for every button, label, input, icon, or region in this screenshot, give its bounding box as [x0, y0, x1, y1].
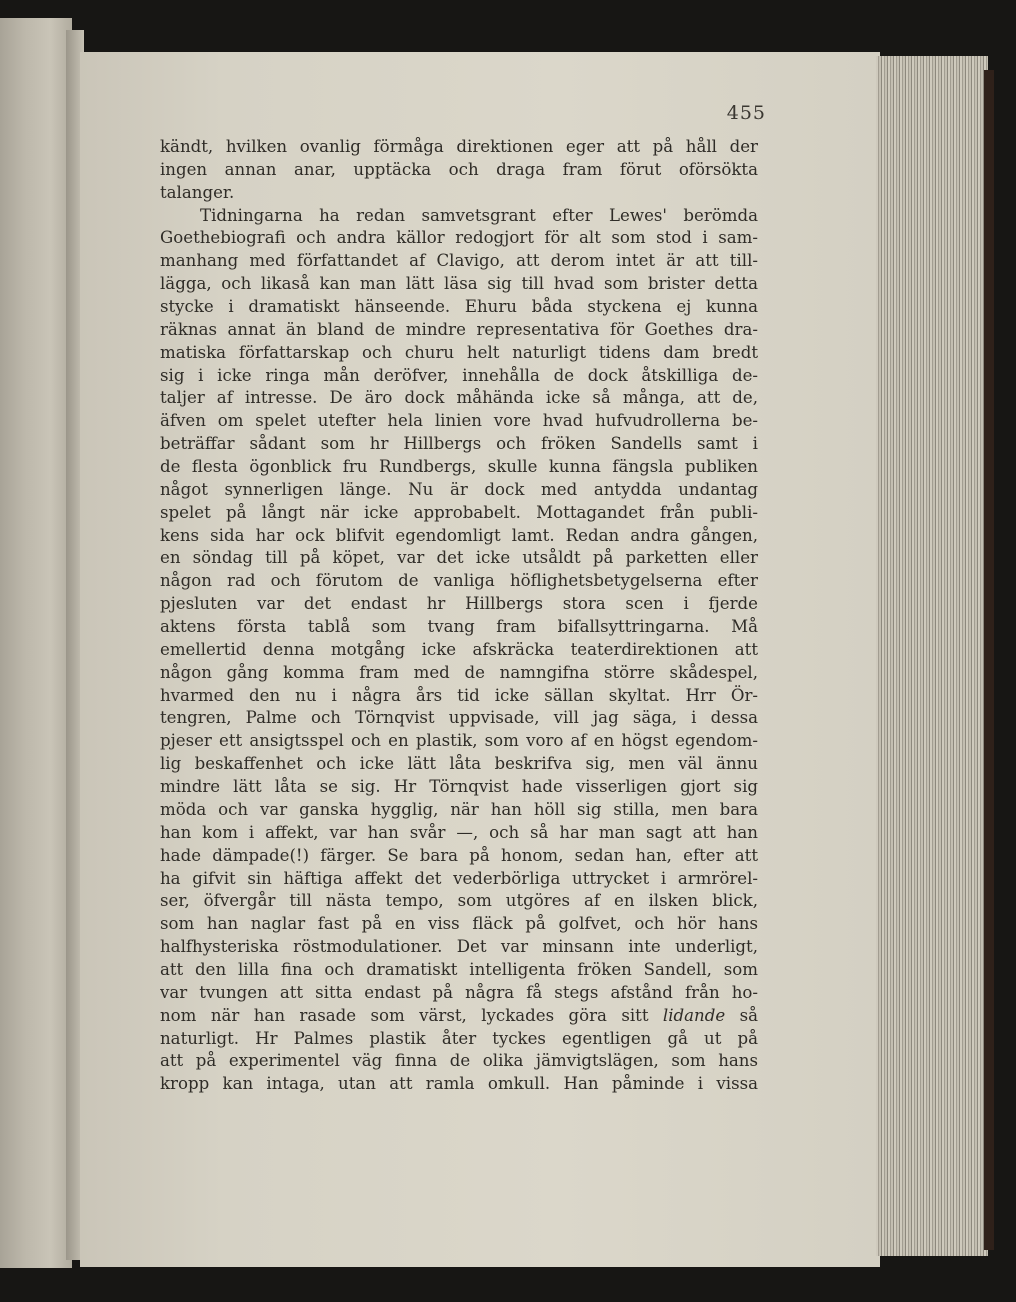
text-line: var tvungen att sitta endast på några få stegs afstånd från ho-	[160, 982, 758, 1002]
page-number: 455	[726, 102, 766, 124]
text-line: ser, öfvergår till nästa tempo, som utgöres af en ilsken blick,	[160, 891, 758, 911]
text-line: möda och var ganska hygglig, när han höll sig stilla, men bara	[160, 799, 758, 819]
text-line: någon rad och förutom de vanliga höflighetsbetygelserna efter	[160, 571, 758, 591]
text-line: aktens första tablå som tvang fram bifallsyttringarna. Må	[160, 617, 758, 637]
text-line: naturligt. Hr Palmes plastik åter tyckes egentligen gå ut på	[160, 1028, 758, 1048]
text-line: äfven om spelet utefter hela linien vore hvad hufvudrollerna be-	[160, 411, 758, 431]
text-segment: så	[725, 1005, 758, 1025]
text-line: att på experimentel väg finna de olika jämvigtslägen, som hans	[160, 1051, 758, 1071]
text-line: kropp kan intaga, utan att ramla omkull. Han påminde i vissa	[160, 1074, 758, 1094]
body-text	[160, 136, 758, 1096]
text-line: ingen annan anar, upptäcka och draga fram förut oförsökta	[160, 159, 758, 179]
text-line: kändt, hvilken ovanlig förmåga direktionen eger att på håll der	[160, 137, 758, 156]
text-line: Goethebiografi och andra källor redogjort för alt som stod i sam-	[160, 228, 758, 248]
text-line: någon gång komma fram med de namngifna större skådespel,	[160, 662, 758, 682]
text-line: pjesluten var det endast hr Hillbergs stora scen i fjerde	[160, 594, 758, 614]
text-line: lägga, och likaså kan man lätt läsa sig till hvad som brister detta	[160, 274, 758, 294]
text-line: hvarmed den nu i några års tid icke sällan skyltat. Hrr Ör-	[160, 685, 758, 705]
text-line: talanger.	[160, 182, 235, 202]
text-line: de flesta ögonblick fru Rundbergs, skulle kunna fängsla publiken	[160, 457, 758, 477]
text-line: som han naglar fast på en viss fläck på golfvet, och hör hans	[160, 914, 758, 934]
text-line: en söndag till på köpet, var det icke utsåldt på parketten eller	[160, 548, 758, 568]
text-line: stycke i dramatiskt hänseende. Ehuru båda styckena ej kunna	[160, 297, 758, 317]
text-line: pjeser ett ansigtsspel och en plastik, som voro af en högst egendom-	[160, 731, 758, 751]
text-line: spelet på långt när icke approbabelt. Mottagandet från publi-	[160, 502, 758, 522]
italic-word: lidande	[662, 1005, 726, 1025]
text-line: halfhysteriska röstmodulationer. Det var minsann inte underligt,	[160, 937, 758, 957]
text-line: kens sida har ock blifvit egendomligt lamt. Redan andra gången,	[160, 525, 758, 545]
text-line: beträffar sådant som hr Hillbergs och fröken Sandells samt i	[160, 434, 758, 454]
text-line: mindre lätt låta se sig. Hr Törnqvist hade visserligen gjort sig	[160, 777, 758, 797]
text-line: han kom i affekt, var han svår —, och så har man sagt att han	[160, 822, 758, 842]
text-line: hade dämpade(!) färger. Se bara på honom, sedan han, efter att	[160, 845, 758, 865]
text-segment: nom när han rasade som värst, lyckades göra sitt	[160, 1005, 663, 1025]
book-cover-edge	[984, 70, 994, 1250]
page-block-edges	[876, 56, 988, 1256]
text-line	[160, 1005, 758, 1028]
text-line: lig beskaffenhet och icke lätt låta beskrifva sig, men väl ännu	[160, 754, 758, 774]
text-line: ha gifvit sin häftiga affekt det vederbörliga uttrycket i armrörel-	[160, 868, 758, 888]
text-line: att den lilla fina och dramatiskt intelligenta fröken Sandell, som	[160, 959, 758, 979]
text-line: matiska författarskap och churu helt naturligt tidens dam bredt	[160, 342, 758, 362]
text-line: räknas annat än bland de mindre representativa för Goethes dra-	[160, 319, 758, 339]
text-line: taljer af intresse. De äro dock måhända icke så många, att de,	[160, 388, 758, 408]
facing-page-edge	[0, 18, 72, 1268]
text-line: något synnerligen länge. Nu är dock med antydda undantag	[160, 479, 758, 499]
text-line: manhang med författandet af Clavigo, att derom intet är att till-	[160, 251, 758, 271]
text-line: tengren, Palme och Törnqvist uppvisade, vill jag säga, i dessa	[160, 708, 758, 728]
text-line: sig i icke ringa mån deröfver, innehålla de dock åtskilliga de-	[160, 365, 758, 385]
text-line: Tidningarna ha redan samvetsgrant efter Lewes' berömda	[200, 205, 758, 225]
text-line: emellertid denna motgång icke afskräcka teaterdirektionen att	[160, 639, 758, 659]
